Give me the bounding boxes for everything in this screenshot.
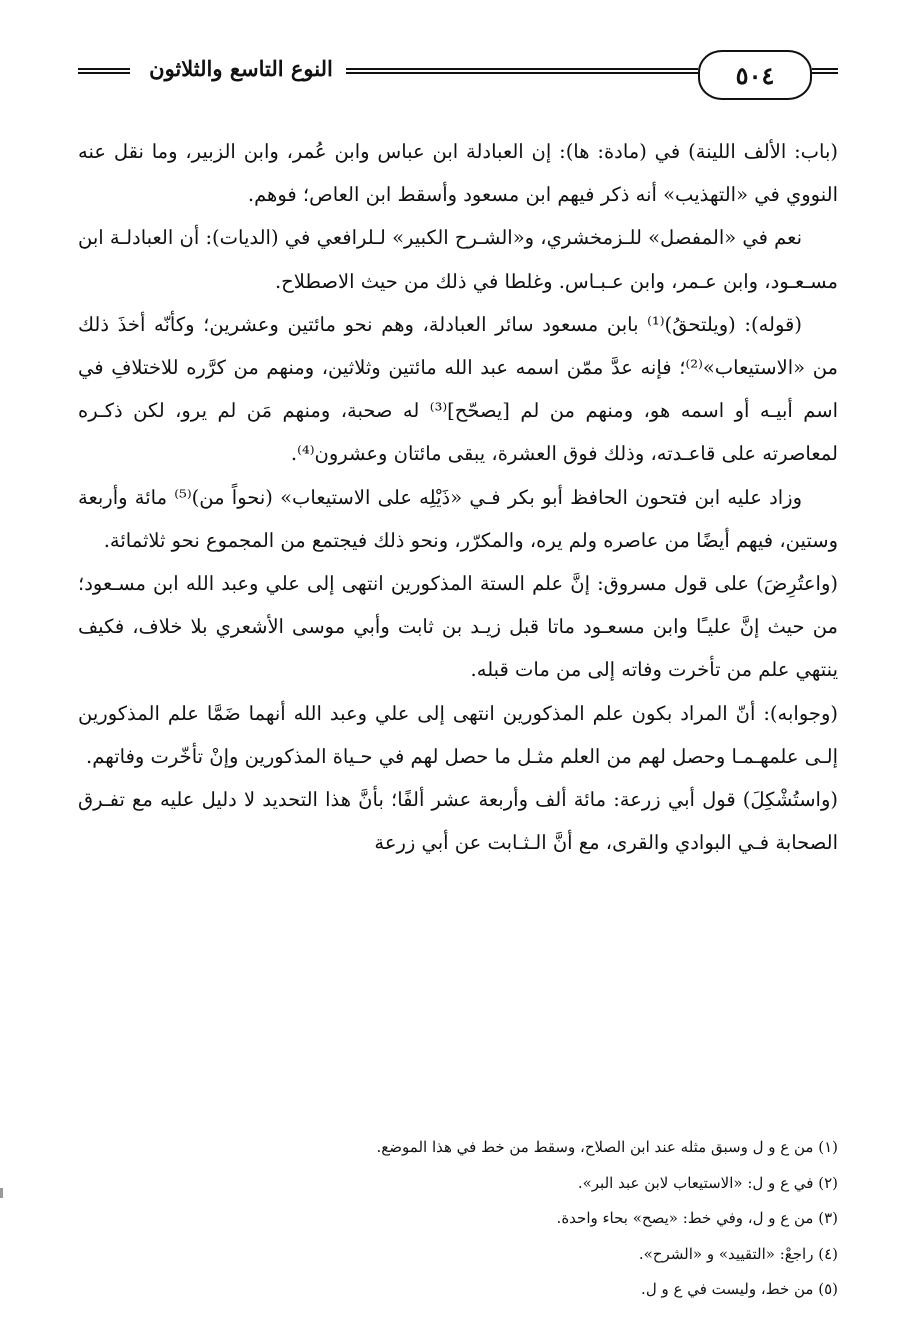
footnote: (٢) في ع و ل: «الاستيعاب لابن عبد البر». — [577, 1173, 838, 1192]
page-header — [78, 48, 838, 102]
paragraph: (واعتُرِضَ) على قول مسروق: إنَّ علم الستة المذكورين انتهى إلى علي وعبد الله ابن مسـعود؛ من حيث إنَّ عليـًا وابن مسعـود ماتا قبل زيـد بن ثابت وأبي موسى الأشعري بلا خلاف، فكيف ينتهي علم من تأخرت وفاته إلى من مات قبله. — [78, 572, 838, 682]
scan-margin-mark — [0, 1188, 3, 1198]
paragraph: (واستُشْكِلَ) قول أبي زرعة: مائة ألف وأربعة عشر ألفًا؛ بأنَّ هذا التحديد لا دليل عليه مع تفـرق الصحابة فـي البوادي والقرى، مع أنَّ الـثـابت عن أبي زرعة — [78, 788, 838, 855]
paragraph: (باب: الألف اللينة) في (مادة: ها): إن العبادلة ابن عباس وابن عُمر، وابن الزبير، وما نقل عنه النووي في «التهذيب» أنه ذكر فيهم ابن مسعود وأسقط ابن العاص؛ فوهم. — [78, 140, 838, 207]
header-rule-right — [812, 68, 838, 74]
header-rule-left — [78, 68, 130, 74]
footnote: (٤) راجعْ: «التقييد» و «الشرح». — [638, 1244, 838, 1263]
footnote: (٥) من خط، وليست في ع و ل. — [641, 1280, 838, 1298]
footnote: (١) من ع و ل وسبق مثله عند ابن الصلاح، وسقط من خط في هذا الموضع. — [376, 1138, 838, 1156]
main-text — [78, 130, 838, 864]
running-title: النوع التاسع والثلاثون — [136, 56, 346, 81]
paragraph: (قوله): (ويلتحقُ)⁽¹⁾ بابن مسعود سائر العبادلة، وهم نحو مائتين وعشرين؛ وكأنّه أخذَ ذلك من «الاستيعاب»⁽²⁾؛ فإنه عدَّ ممّن اسمه عبد الله مائتين وثلاثين، ومنهم من كرَّره للاختلافِ في اسم أبيـه أو اسمه هو، ومنهم من لم [يصحّح]⁽³⁾ له صحبة، ومنهم مَن لم يرو، لكن ذكـره لمعاصرته على قاعـدته، وذلك فوق العشرة، يبقى مائتان وعشرون⁽⁴⁾. — [78, 312, 838, 466]
paragraph: وزاد عليه ابن فتحون الحافظ أبو بكر فـي «ذَيْلِه على الاستيعاب» (نحواً من)⁽⁵⁾ مائة وأربعة وستين، فيهم أيضًا من عاصره ولم يره، والمكرّر، ونحو ذلك فيجتمع من المجموع نحو ثلاثمائة. — [78, 485, 838, 552]
footnote: (٣) من ع و ل، وفي خط: «يصح» بحاء واحدة. — [556, 1209, 838, 1227]
footnotes — [78, 1130, 838, 1308]
page-number: ٥٠٤ — [698, 50, 812, 100]
paragraph: (وجوابه): أنّ المراد بكون علم المذكورين انتهى إلى علي وعبد الله أنهما ضَمَّا علم المذكورين إلـى علمهـمـا وحصل لهم من العلم مثـل ما حصل لهم في حـياة المذكورين وإنْ تأخّرت وفاتهم. — [78, 701, 838, 768]
paragraph: نعم في «المفصل» للـزمخشري، و«الشـرح الكبير» لـلرافعي في (الديات): أن العبادلـة ابن مسـعـود، وابن عـمر، وابن عـبـاس. وغلطا في ذلك من حيث الاصطلاح. — [78, 226, 838, 293]
